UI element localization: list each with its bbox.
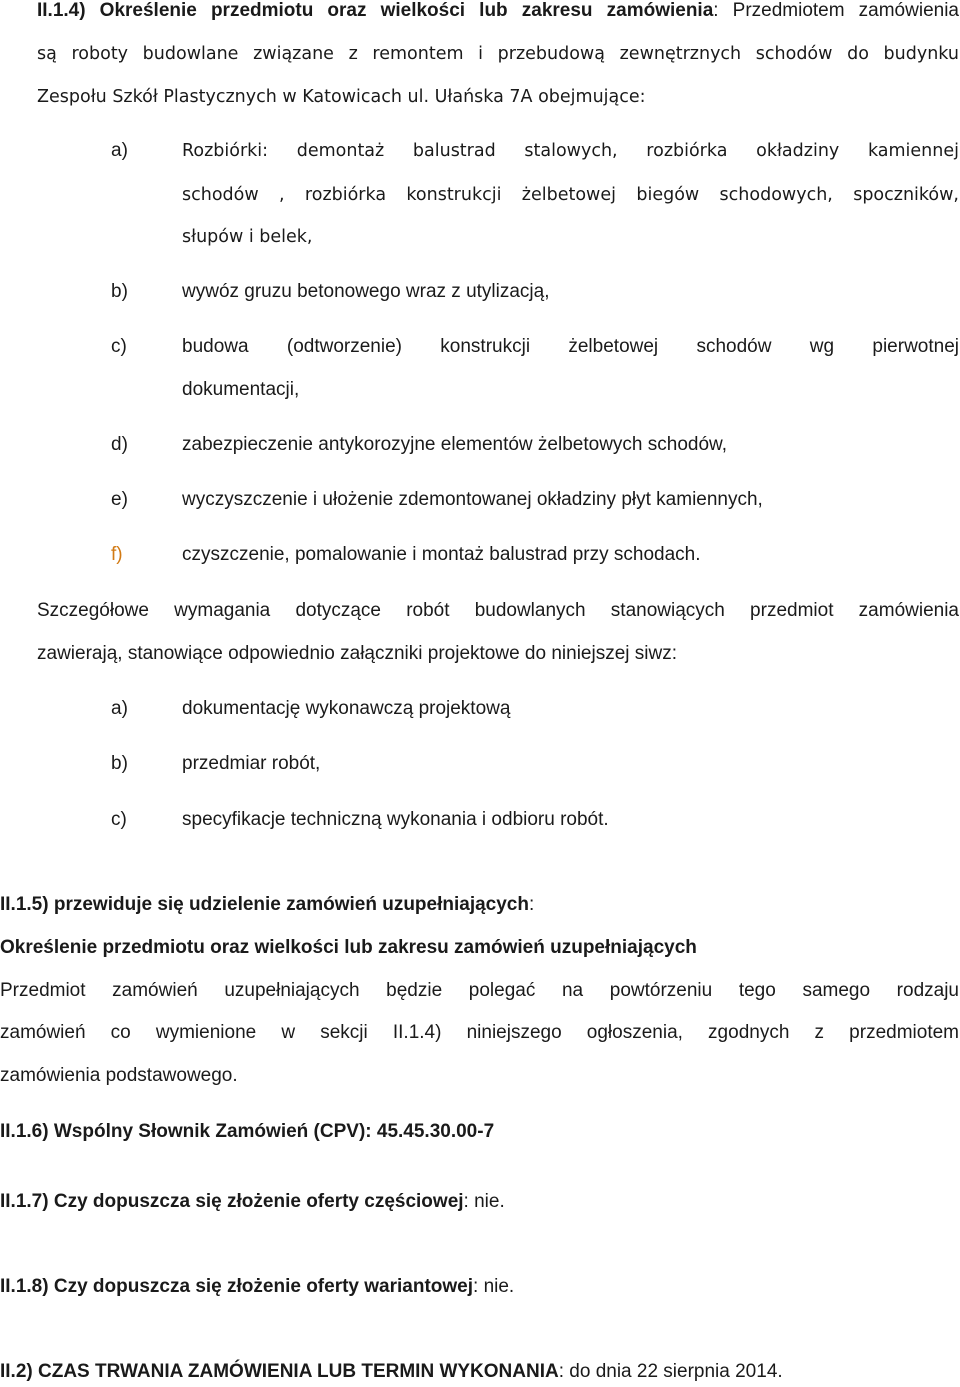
item-c-line-1: budowa (odtworzenie) konstrukcji żelbetowej schodów wg pierwotnej (182, 336, 959, 357)
section-114-title-rest: : Przedmiotem zamówienia (713, 0, 959, 21)
section-12-heading (0, 1361, 783, 1383)
section-115-line-1: Przedmiot zamówień uzupełniających będzie polegać na powtórzeniu tego samego rodzaju (0, 980, 959, 1001)
item-marker-c: c) (111, 336, 127, 357)
item-marker-b: b) (111, 281, 128, 302)
attachment-b: przedmiar robót, (182, 753, 321, 774)
item-e-line-1: wyczyszczenie i ułożenie zdemontowanej okładziny płyt kamiennych, (182, 489, 763, 510)
section-115-subheading: Określenie przedmiotu oraz wielkości lub zakresu zamówień uzupełniających (0, 937, 697, 958)
section-115-title-rest: : (529, 894, 535, 915)
section-114-heading (37, 0, 959, 22)
item-marker-f: f) (111, 544, 123, 565)
section-12-title: II.2) CZAS TRWANIA ZAMÓWIENIA LUB TERMIN WYKONANIA (0, 1361, 559, 1382)
attachment-a: dokumentację wykonawczą projektową (182, 698, 511, 719)
section-115-title: II.1.5) przewiduje się udzielenie zamówień uzupełniających (0, 894, 529, 915)
section-114-title: II.1.4) Określenie przedmiotu oraz wielkości lub zakresu zamówienia (37, 0, 714, 21)
attachment-c: specyfikacje techniczną wykonania i odbioru robót. (182, 809, 609, 830)
section-116-heading: II.1.6) Wspólny Słownik Zamówień (CPV): 45.45.30.00-7 (0, 1121, 495, 1142)
section-118-title: II.1.8) Czy dopuszcza się złożenie oferty wariantowej (0, 1276, 474, 1297)
attachment-marker-a: a) (111, 698, 128, 719)
attachment-marker-b: b) (111, 753, 128, 774)
item-marker-a: a) (111, 140, 128, 161)
requirements-line-2: zawierają, stanowiące odpowiednio załączniki projektowe do niniejszej siwz: (37, 643, 677, 664)
requirements-line-1: Szczegółowe wymagania dotyczące robót budowlanych stanowiących przedmiot zamówienia (37, 600, 959, 621)
section-114-line-3: Zespołu Szkół Plastycznych w Katowicach ul. Ułańska 7A obejmujące: (37, 87, 646, 107)
item-d-line-1: zabezpieczenie antykorozyjne elementów żelbetowych schodów, (182, 434, 727, 455)
item-f-line-1: czyszczenie, pomalowanie i montaż balustrad przy schodach. (182, 544, 701, 565)
item-c-line-2: dokumentacji, (182, 379, 300, 400)
item-a-line-1: Rozbiórki: demontaż balustrad stalowych, rozbiórka okładziny kamiennej (182, 141, 959, 161)
item-b-line-1: wywóz gruzu betonowego wraz z utylizacją, (182, 281, 550, 302)
section-115-heading (0, 894, 534, 916)
item-a-line-3: słupów i belek, (182, 227, 313, 247)
item-marker-e: e) (111, 489, 128, 510)
attachment-marker-c: c) (111, 809, 127, 830)
section-115-line-2: zamówień co wymienione w sekcji II.1.4) niniejszego ogłoszenia, zgodnych z przedmiotem (0, 1022, 959, 1043)
section-117-answer: : nie. (463, 1191, 505, 1212)
section-118-heading (0, 1276, 514, 1298)
item-marker-d: d) (111, 434, 128, 455)
section-12-deadline: : do dnia 22 sierpnia 2014. (558, 1361, 783, 1382)
section-117-title: II.1.7) Czy dopuszcza się złożenie oferty częściowej (0, 1191, 464, 1212)
section-114-line-2: są roboty budowlane związane z remontem i przebudową zewnętrznych schodów do budynku (37, 44, 959, 64)
section-118-answer: : nie. (473, 1276, 515, 1297)
section-117-heading (0, 1191, 505, 1213)
section-115-line-3: zamówienia podstawowego. (0, 1065, 238, 1086)
item-a-line-2: schodów , rozbiórka konstrukcji żelbetowej biegów schodowych, spoczników, (182, 185, 959, 205)
